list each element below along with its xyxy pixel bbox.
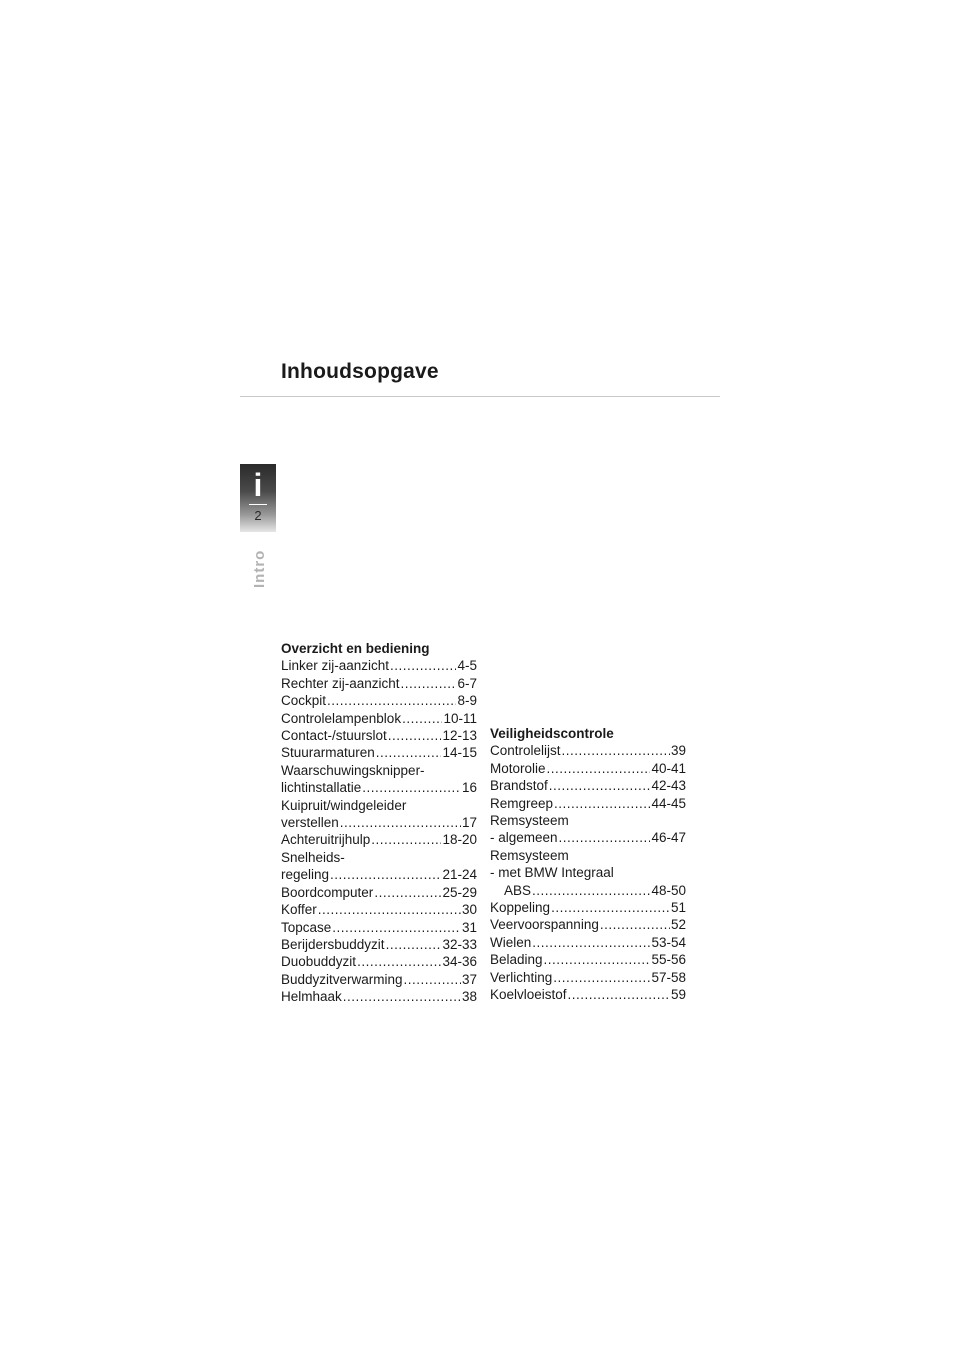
dot-leader (340, 814, 461, 831)
toc-entry-page: 31 (461, 919, 477, 935)
dot-leader (402, 710, 442, 727)
toc-entry-title: - algemeen (490, 830, 558, 846)
toc-entry-title: Veervoorspanning (490, 917, 599, 933)
toc-heading: Overzicht en bediening (281, 641, 430, 656)
toc-entry[interactable] (490, 742, 686, 759)
title-divider (240, 396, 720, 397)
toc-entry-page: 25-29 (442, 884, 477, 900)
info-icon: i (253, 467, 263, 503)
toc-entry-page: 18-20 (442, 832, 477, 848)
toc-entry-title: Verlichting (490, 969, 553, 985)
toc-entry-title: Duobuddyzit (281, 954, 357, 970)
toc-entry[interactable] (281, 675, 477, 692)
toc-entry-page: 51 (670, 900, 686, 916)
toc-entry-page: 12-13 (442, 728, 477, 744)
toc-entry[interactable] (490, 899, 686, 916)
section-label: Intro (251, 549, 268, 588)
dot-leader (532, 934, 650, 951)
toc-heading: Veiligheidscontrole (490, 726, 614, 741)
toc-entry-title: Boordcomputer (281, 884, 374, 900)
toc-entry-page: 52 (670, 917, 686, 933)
dot-leader (388, 727, 442, 744)
toc-entry-text: Remsysteem (490, 813, 569, 829)
toc-entry-title: Berijdersbuddyzit (281, 936, 385, 952)
toc-entry-text: - met BMW Integraal (490, 865, 614, 881)
dot-leader (330, 866, 441, 883)
dot-leader (386, 936, 442, 953)
toc-entry[interactable] (281, 779, 477, 796)
dot-leader (553, 969, 650, 986)
toc-entry[interactable] (281, 919, 477, 936)
toc-entry[interactable] (281, 936, 477, 953)
toc-entry-title: Belading (490, 952, 543, 968)
dot-leader (551, 899, 670, 916)
toc-entry-title: regeling (281, 867, 330, 883)
dot-leader (374, 884, 441, 901)
dot-leader (549, 777, 651, 794)
toc-entry[interactable] (490, 969, 686, 986)
dot-leader (562, 742, 670, 759)
toc-entry[interactable] (490, 951, 686, 968)
toc-entry-text: Remsysteem (490, 847, 569, 863)
chapter-tab (240, 464, 276, 532)
toc-entry[interactable] (281, 884, 477, 901)
toc-entry-title: Helmhaak (281, 989, 342, 1005)
toc-entry-title: Cockpit (281, 693, 327, 709)
dot-leader (532, 882, 650, 899)
toc-entry-page: 38 (461, 989, 477, 1005)
toc-entry-title: Brandstof (490, 778, 548, 794)
toc-entry-page: 17 (461, 815, 477, 831)
toc-entry-page: 37 (461, 971, 477, 987)
toc-entry-title: Koffer (281, 902, 317, 918)
toc-entry-page: 59 (670, 987, 686, 1003)
dot-leader (404, 971, 461, 988)
toc-entry-page: 30 (461, 902, 477, 918)
toc-entry-title: Linker zij-aanzicht (281, 658, 390, 674)
toc-entry-list (490, 742, 686, 1003)
toc-entry-title: verstellen (281, 815, 339, 831)
toc-entry-text: Waarschuwingsknipper- (281, 762, 425, 778)
dot-leader (318, 901, 461, 918)
dot-leader (547, 760, 651, 777)
toc-entry-title: ABS (504, 882, 532, 898)
toc-entry[interactable] (281, 901, 477, 918)
toc-entry-page: 6-7 (457, 675, 477, 691)
dot-leader (559, 829, 651, 846)
dot-leader (376, 744, 442, 761)
toc-entry-page: 42-43 (651, 778, 686, 794)
toc-entry[interactable] (281, 814, 477, 831)
page-title: Inhoudsopgave (281, 360, 439, 383)
toc-entry-page: 55-56 (651, 952, 686, 968)
toc-entry-page: 8-9 (457, 693, 477, 709)
toc-entry[interactable] (490, 760, 686, 777)
dot-leader (343, 988, 461, 1005)
toc-entry[interactable] (281, 727, 477, 744)
toc-entry-title: Achteruitrijhulp (281, 832, 371, 848)
toc-entry-text: Snelheids- (281, 849, 345, 865)
toc-entry[interactable] (281, 744, 477, 761)
toc-entry-page: 32-33 (442, 936, 477, 952)
toc-entry-title: Motorolie (490, 760, 546, 776)
toc-entry-page: 34-36 (442, 954, 477, 970)
toc-entry-page: 39 (670, 743, 686, 759)
toc-column-right (490, 725, 686, 1004)
toc-entry-title: lichtinstallatie (281, 780, 362, 796)
toc-entry[interactable] (281, 710, 477, 727)
dot-leader (554, 795, 650, 812)
toc-entry[interactable] (281, 866, 477, 883)
dot-leader (332, 919, 461, 936)
toc-entry[interactable] (281, 831, 477, 848)
dot-leader (544, 951, 651, 968)
dot-leader (371, 831, 441, 848)
toc-entry-title: Stuurarmaturen (281, 745, 375, 761)
toc-entry[interactable] (490, 777, 686, 794)
toc-entry[interactable] (490, 934, 686, 951)
toc-entry[interactable] (490, 882, 686, 899)
dot-leader (327, 692, 456, 709)
dot-leader (390, 657, 456, 674)
toc-entry-text: Kuipruit/windgeleider (281, 797, 407, 813)
toc-entry[interactable] (281, 657, 477, 674)
toc-entry-page: 14-15 (442, 745, 477, 761)
toc-entry-title: Controlelijst (490, 743, 561, 759)
dot-leader (401, 675, 457, 692)
toc-entry-page: 44-45 (651, 795, 686, 811)
toc-entry[interactable] (490, 795, 686, 812)
toc-entry[interactable] (490, 986, 686, 1003)
toc-entry-title: Wielen (490, 934, 532, 950)
toc-entry[interactable] (490, 916, 686, 933)
dot-leader (568, 986, 670, 1003)
toc-entry-page: 53-54 (651, 934, 686, 950)
toc-entry-title: Contact-/stuurslot (281, 728, 387, 744)
toc-entry-page: 16 (461, 780, 477, 796)
toc-entry-title: Rechter zij-aanzicht (281, 675, 400, 691)
tab-divider (249, 504, 267, 505)
toc-column-left (281, 640, 477, 1006)
dot-leader (362, 779, 461, 796)
toc-entry-page: 21-24 (442, 867, 477, 883)
toc-entry[interactable] (281, 988, 477, 1005)
toc-entry-title: Remgreep (490, 795, 554, 811)
toc-entry-page: 4-5 (457, 658, 477, 674)
toc-entry[interactable] (281, 971, 477, 988)
toc-entry-list (281, 657, 477, 1005)
dot-leader (600, 916, 670, 933)
toc-entry-page: 10-11 (443, 710, 477, 726)
toc-entry-page: 46-47 (651, 830, 686, 846)
toc-entry-page: 48-50 (651, 882, 686, 898)
toc-entry-title: Topcase (281, 919, 332, 935)
toc-entry-page: 57-58 (651, 969, 686, 985)
toc-entry-page: 40-41 (651, 760, 686, 776)
page-number: 2 (254, 508, 262, 523)
toc-entry-title: Koelvloeistof (490, 987, 567, 1003)
toc-entry[interactable] (490, 829, 686, 846)
toc-entry-title: Controlelampenblok (281, 710, 402, 726)
toc-entry[interactable] (281, 953, 477, 970)
toc-entry-title: Koppeling (490, 900, 551, 916)
toc-entry-title: Buddyzitverwarming (281, 971, 403, 987)
toc-entry[interactable] (281, 692, 477, 709)
dot-leader (357, 953, 441, 970)
